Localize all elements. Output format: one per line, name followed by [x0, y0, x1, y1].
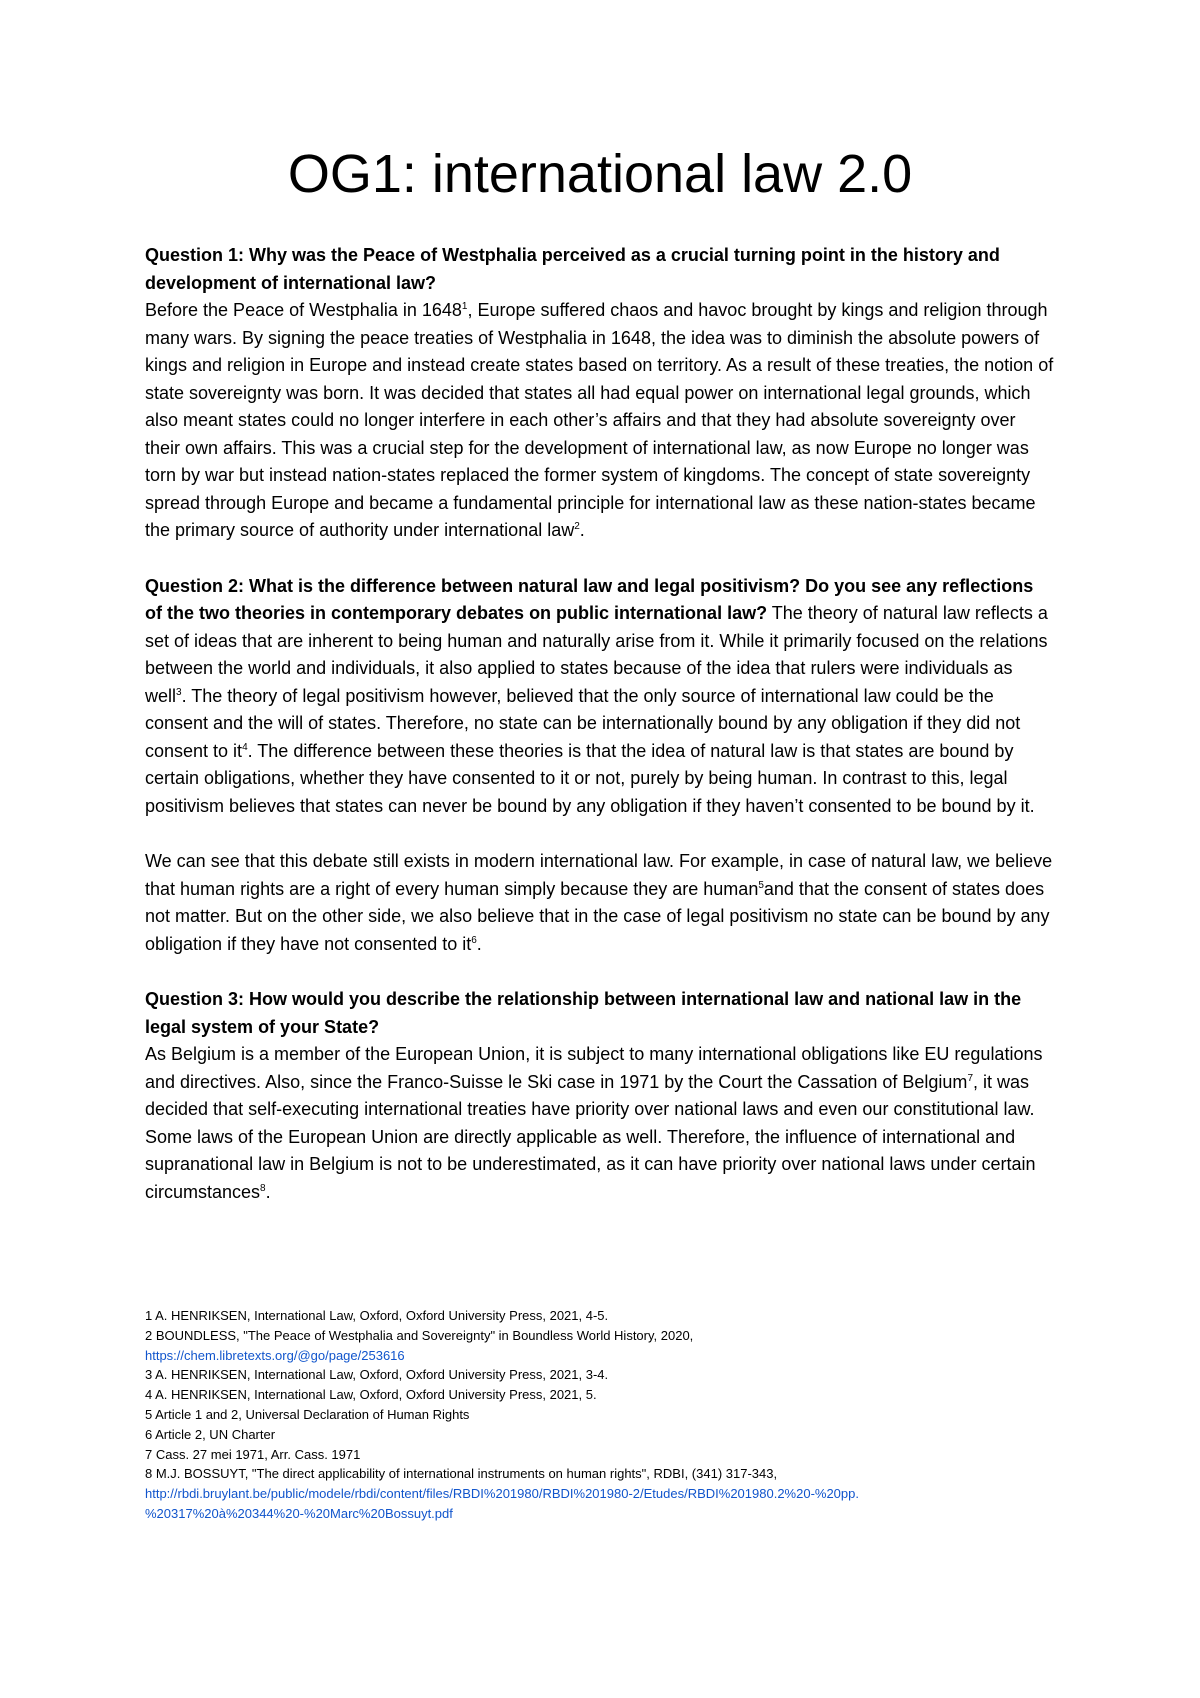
footnote-ref-1[interactable]: 1 — [461, 301, 468, 312]
footnote-6: 6 Article 2, UN Charter — [145, 1426, 276, 1442]
footnote-2: 2 BOUNDLESS, "The Peace of Westphalia and Sovereignty" in Boundless World History, 2020, — [145, 1327, 694, 1343]
footnote-ref-4[interactable]: 4 — [242, 741, 248, 753]
followup-text: We can see that this debate still exists in modern international law. For example, in case of natural law, we believe that human rights are a right of every human simply because they are human — [145, 851, 1053, 899]
answer-1-end: . — [579, 520, 585, 540]
footnotes — [145, 1306, 1065, 1524]
answer-1-text-cont: , Europe suffered chaos and havoc brought by kings and religion through many wars. By signing the peace treaties of Westphalia in 1648, the idea was to diminish the absolute powers of kings and religion in Europe and instead create states based on territory. As a result of these treaties, the notion of state sovereignty was born. It was decided that states all had equal power on international legal grounds, which also meant states could no longer interfere in each other’s affairs and that they had absolute sovereignty over their own affairs. This was a crucial step for the development of international law, as now Europe no longer was torn by war but instead nation-states replaced the former system of kingdoms. The concept of state sovereignty spread through Europe and became a fundamental principle for international law as these nation-states became the primary source of authority under international law — [145, 300, 1054, 540]
footnote-5: 5 Article 1 and 2, Universal Declaration of Human Rights — [145, 1406, 470, 1422]
footnote-ref-2[interactable]: 2 — [574, 521, 580, 532]
footnote-7: 7 Cass. 27 mei 1971, Arr. Cass. 1971 — [145, 1446, 361, 1462]
answer-3-text: As Belgium is a member of the European Union, it is subject to many international obligations like EU regulations and directives. Also, since the Franco-Suisse le Ski case in 1971 by the Court the Cassation of Belgium — [145, 1044, 1043, 1092]
followup-end: . — [476, 933, 482, 954]
answer-3-end: . — [265, 1181, 271, 1202]
question-3-paragraph — [145, 986, 1055, 1206]
footnote-ref-3[interactable]: 3 — [176, 686, 182, 698]
footnote-2-link[interactable]: https://chem.libretexts.org/@go/page/253616 — [145, 1347, 405, 1363]
answer-2-text: The theory of natural law reflects a set of ideas that are inherent to being human and naturally arise from it. While it primarily focused on the relations between the world and individuals, it also applied to states because of the idea that rulers were individuals as well — [145, 603, 1048, 706]
footnote-4: 4 A. HENRIKSEN, International Law, Oxford, Oxford University Press, 2021, 5. — [145, 1387, 597, 1403]
document-title: OG1: international law 2.0 — [287, 144, 913, 204]
answer-3-text-cont: , it was decided that self-executing international treaties have priority over national laws and even our constitutional law. Some laws of the European Union are directly applicable as well. Therefore, the influence of international and supranational law in Belgium is not to be underestimated, as it can have priority over national laws under certain circumstances — [145, 1071, 1036, 1202]
footnote-8: 8 M.J. BOSSUYT, "The direct applicability of international instruments on human rights", RDBI, (341) 317-343, — [145, 1466, 778, 1482]
footnote-1: 1 A. HENRIKSEN, International Law, Oxford, Oxford University Press, 2021, 4-5. — [145, 1308, 609, 1323]
answer-2-text-end: . The difference between these theories is that the idea of natural law is that states are bound by certain obligations, whether they have consented to it or not, purely by being human. In contrast to this, legal positivism believes that states can never be bound by any obligation if they haven’t consented to be bound by it. — [145, 740, 1035, 816]
followup-text-cont: and that the consent of states does not matter. But on the other side, we also believe that in the case of legal positivism no state can be bound by any obligation if they have not consented to it — [145, 878, 1050, 954]
footnote-8-link-line-2[interactable]: %20317%20à%20344%20-%20Marc%20Bossuyt.pdf — [145, 1505, 453, 1521]
document-body — [145, 242, 1055, 1206]
footnote-ref-7[interactable]: 7 — [967, 1072, 973, 1084]
footnote-ref-5[interactable]: 5 — [758, 879, 764, 891]
answer-2-text-cont: . The theory of legal positivism however, believed that the only source of international law could be the consent and the will of states. Therefore, no state can be internationally bound by any obligation if they did not consent to it — [145, 685, 1021, 761]
footnote-ref-8[interactable]: 8 — [260, 1182, 266, 1194]
question-2-followup-paragraph — [145, 848, 1055, 958]
footnote-3: 3 A. HENRIKSEN, International Law, Oxford, Oxford University Press, 2021, 3-4. — [145, 1367, 609, 1383]
question-3-heading: Question 3: How would you describe the relationship between international law and national law in the legal system of your State? — [145, 989, 1022, 1037]
footnote-8-link-line-1[interactable]: http://rbdi.bruylant.be/public/modele/rbdi/content/files/RBDI%201980/RBDI%201980-2/Etudes/RBDI%201980.2%20-%20pp. — [145, 1486, 859, 1502]
question-1-paragraph — [145, 242, 1055, 545]
footnote-ref-6[interactable]: 6 — [471, 934, 477, 946]
question-1-heading: Question 1: Why was the Peace of Westphalia perceived as a crucial turning point in the history and development of international law? — [145, 245, 1000, 293]
question-2-paragraph — [145, 573, 1055, 821]
question-2-heading: Question 2: What is the difference between natural law and legal positivism? Do you see any reflections of the two theories in contemporary debates on public international law? — [145, 575, 1034, 623]
answer-1-text: Before the Peace of Westphalia in 1648 — [145, 300, 462, 320]
